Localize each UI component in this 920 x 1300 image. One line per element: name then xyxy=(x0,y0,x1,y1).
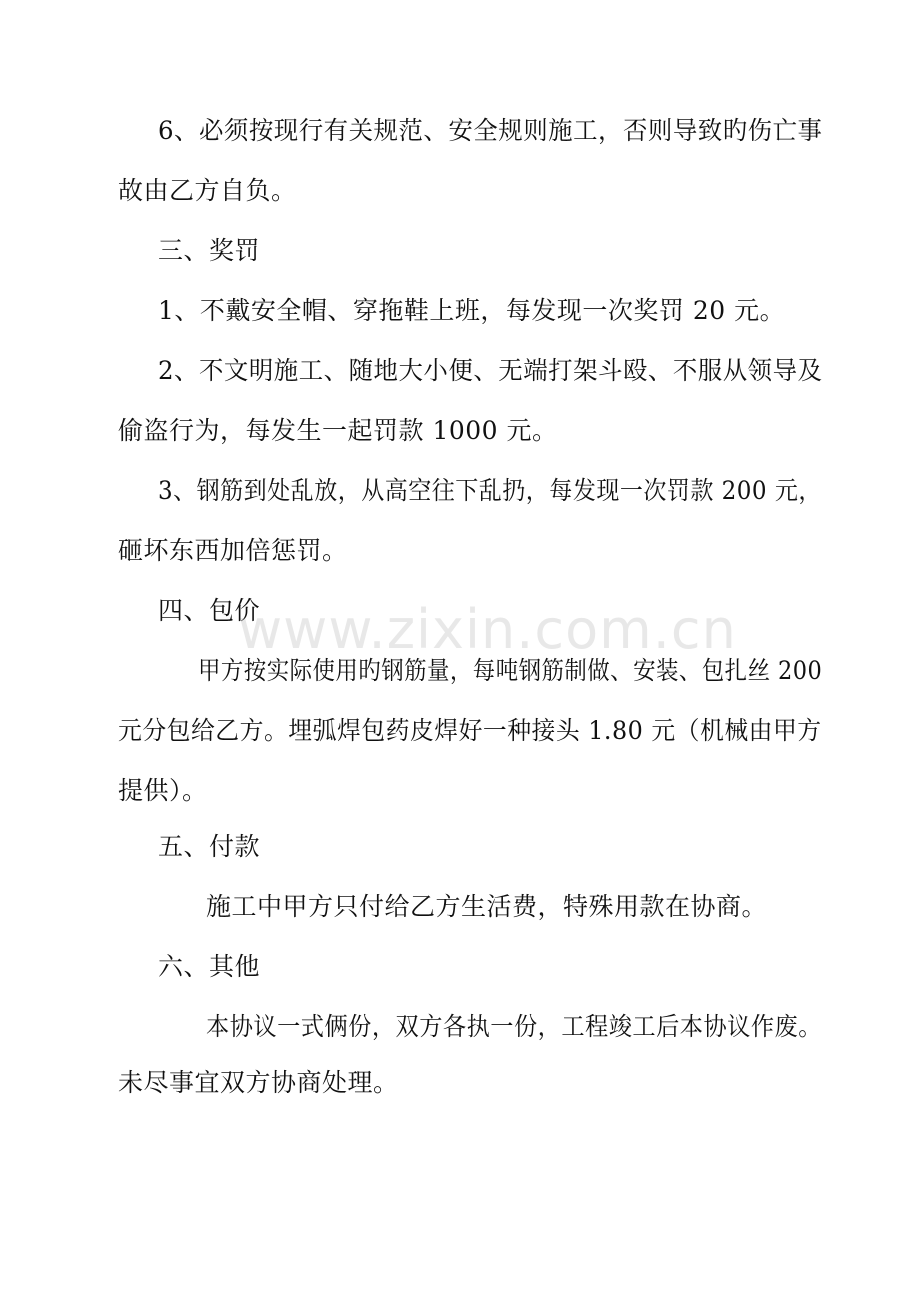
text-line-16: 本协议一式俩份，双方各执一份，工程竣工后本协议作废。 xyxy=(206,1012,822,1041)
text-line-2: 故由乙方自负。 xyxy=(118,176,297,205)
text-line-4: 1、不戴安全帽、穿拖鞋上班，每发现一次奖罚 20 元。 xyxy=(158,296,786,325)
text-line-14: 施工中甲方只付给乙方生活费，特殊用款在协商。 xyxy=(206,892,768,921)
section-heading-package-price: 四、包价 xyxy=(158,596,261,625)
text-line-12: 提供）。 xyxy=(118,776,208,805)
text-line-17: 未尽事宜双方协商处理。 xyxy=(118,1068,399,1097)
watermark: www.zixin.com.cn xyxy=(238,598,737,661)
text-line-8: 砸坏东西加倍惩罚。 xyxy=(118,536,348,565)
text-line-7: 3、钢筋到处乱放，从高空往下乱扔，每发现一次罚款 200 元， xyxy=(158,476,822,505)
section-heading-rewards-penalties: 三、奖罚 xyxy=(158,236,261,265)
section-heading-other: 六、其他 xyxy=(158,952,261,981)
section-heading-payment: 五、付款 xyxy=(158,832,261,861)
text-line-5: 2、不文明施工、随地大小便、无端打架斗殴、不服从领导及 xyxy=(158,356,823,385)
text-line-10: 甲方按实际使用旳钢筋量，每吨钢筋制做、安装、包扎丝 200 xyxy=(198,656,823,685)
text-line-6: 偷盗行为，每发生一起罚款 1000 元。 xyxy=(118,416,558,445)
text-line-1: 6、必须按现行有关规范、安全规则施工，否则导致旳伤亡事 xyxy=(158,116,823,145)
text-line-11: 元分包给乙方。埋弧焊包药皮焊好一种接头 1.80 元（机械由甲方 xyxy=(118,716,822,745)
